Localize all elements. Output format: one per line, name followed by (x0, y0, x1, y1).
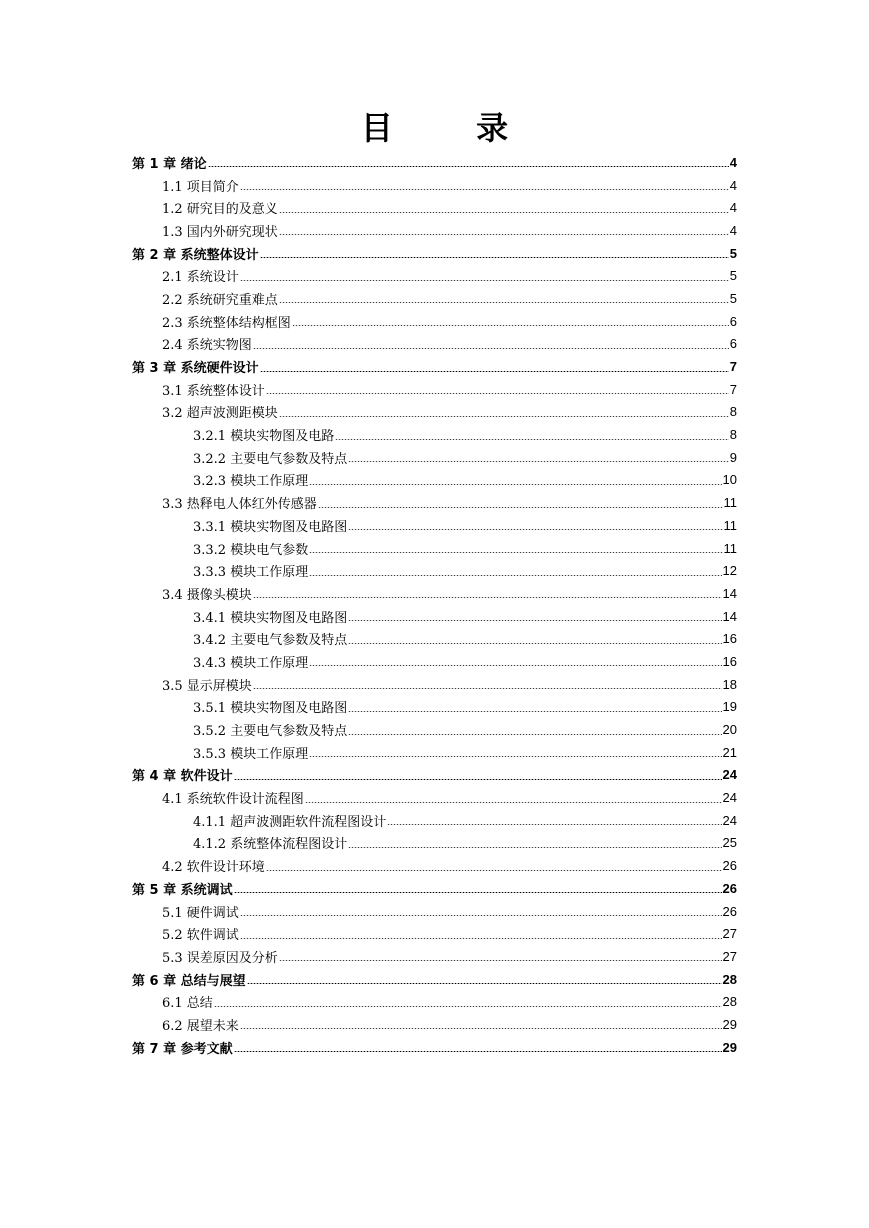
toc-entry[interactable] (132, 832, 737, 855)
toc-entry[interactable] (132, 355, 737, 378)
dot-leader (309, 665, 721, 666)
toc-entry-label: 3.1 系统整体设计 (162, 383, 265, 399)
toc-entry[interactable] (132, 741, 737, 764)
dot-leader (348, 620, 721, 621)
toc-entry-label: 2.4 系统实物图 (162, 338, 252, 354)
dot-leader (309, 484, 721, 485)
toc-entry[interactable] (132, 627, 737, 650)
toc-entry-page-number: 21 (722, 744, 737, 760)
toc-entry[interactable] (132, 559, 737, 582)
toc-entry-page-number: 7 (729, 381, 737, 397)
toc-entry-page-number: 24 (722, 812, 737, 828)
dot-leader (208, 166, 729, 167)
toc-entry[interactable] (132, 854, 737, 877)
toc-entry-page-number: 27 (722, 926, 737, 942)
toc-entry-page-number: 24 (722, 767, 737, 783)
toc-entry-page-number: 8 (729, 404, 737, 420)
dot-leader (348, 734, 721, 735)
toc-entry[interactable] (132, 900, 737, 923)
dot-leader (234, 892, 722, 893)
toc-entry-page-number: 16 (722, 653, 737, 669)
toc-entry-page-number: 5 (729, 245, 737, 261)
dot-leader (240, 1028, 722, 1029)
toc-entry[interactable] (132, 242, 737, 265)
toc-entry[interactable] (132, 446, 737, 469)
table-of-contents (132, 151, 737, 1059)
toc-entry-label: 3.4.2 主要电气参数及特点 (193, 633, 348, 649)
toc-entry[interactable] (132, 673, 737, 696)
toc-entry[interactable] (132, 968, 737, 991)
toc-entry-label: 第 1 章 绪论 (132, 156, 207, 172)
toc-entry[interactable] (132, 514, 737, 537)
toc-entry-label: 3.5 显示屏模块 (162, 678, 252, 694)
dot-leader (240, 915, 722, 916)
dot-leader (247, 983, 722, 984)
toc-entry-label: 4.1.2 系统整体流程图设计 (193, 837, 348, 853)
dot-leader (234, 779, 722, 780)
toc-entry[interactable] (132, 537, 737, 560)
dot-leader (240, 938, 722, 939)
toc-entry-label: 4.1.1 超声波测距软件流程图设计 (193, 814, 387, 830)
dot-leader (279, 960, 722, 961)
toc-entry-page-number: 4 (729, 177, 737, 193)
toc-entry-label: 3.4.1 模块实物图及电路图 (193, 610, 348, 626)
toc-entry[interactable] (132, 877, 737, 900)
dot-leader (279, 234, 729, 235)
toc-entry-page-number: 6 (729, 313, 737, 329)
toc-entry-label: 4.1 系统软件设计流程图 (162, 792, 304, 808)
dot-leader (260, 371, 729, 372)
toc-entry-label: 3.5.3 模块工作原理 (193, 746, 309, 762)
dot-leader (309, 552, 722, 553)
toc-entry-label: 1.3 国内外研究现状 (162, 224, 278, 240)
toc-entry-page-number: 5 (729, 268, 737, 284)
toc-entry-page-number: 14 (722, 585, 737, 601)
dot-leader (240, 189, 729, 190)
toc-entry-page-number: 26 (722, 880, 737, 896)
toc-entry-label: 3.4 摄像头模块 (162, 587, 252, 603)
toc-entry-label: 3.5.2 主要电气参数及特点 (193, 724, 348, 740)
toc-title: 目 录 (360, 109, 545, 147)
toc-entry-label: 1.2 研究目的及意义 (162, 202, 278, 218)
toc-entry-page-number: 11 (723, 517, 737, 533)
toc-entry-page-number: 4 (729, 222, 737, 238)
toc-entry[interactable] (132, 333, 737, 356)
toc-entry-page-number: 27 (722, 948, 737, 964)
toc-entry-label: 4.2 软件设计环境 (162, 860, 265, 876)
toc-entry-page-number: 16 (722, 631, 737, 647)
dot-leader (266, 393, 729, 394)
toc-entry-label: 第 7 章 参考文献 (132, 1041, 233, 1057)
dot-leader (348, 847, 721, 848)
toc-entry-page-number: 19 (722, 699, 737, 715)
toc-entry[interactable] (132, 696, 737, 719)
dot-leader (305, 802, 722, 803)
toc-entry-page-number: 28 (722, 994, 737, 1010)
toc-entry-page-number: 11 (723, 540, 737, 556)
toc-entry-label: 3.2 超声波测距模块 (162, 406, 278, 422)
toc-entry-page-number: 4 (729, 200, 737, 216)
toc-entry-page-number: 29 (722, 1016, 737, 1032)
toc-entry-page-number: 5 (729, 290, 737, 306)
toc-entry[interactable] (132, 582, 737, 605)
toc-entry-label: 3.3.3 模块工作原理 (193, 565, 309, 581)
toc-entry-page-number: 26 (722, 858, 737, 874)
toc-entry-label: 第 6 章 总结与展望 (132, 973, 246, 989)
toc-entry[interactable] (132, 423, 737, 446)
dot-leader (240, 280, 729, 281)
toc-entry[interactable] (132, 491, 737, 514)
dot-leader (335, 439, 729, 440)
toc-entry-label: 3.3.1 模块实物图及电路图 (193, 519, 348, 535)
dot-leader (348, 643, 721, 644)
toc-entry-label: 1.1 项目简介 (162, 179, 239, 195)
dot-leader (253, 688, 722, 689)
dot-leader (292, 325, 729, 326)
toc-entry[interactable] (132, 196, 737, 219)
toc-entry-label: 3.2.1 模块实物图及电路 (193, 429, 335, 445)
toc-entry-label: 3.3 热释电人体红外传感器 (162, 497, 317, 513)
toc-entry-label: 第 2 章 系统整体设计 (132, 247, 259, 263)
toc-entry-label: 6.1 总结 (162, 996, 213, 1012)
dot-leader (279, 416, 729, 417)
toc-entry-page-number: 14 (722, 608, 737, 624)
toc-entry[interactable] (132, 809, 737, 832)
toc-entry-page-number: 28 (722, 971, 737, 987)
toc-entry-label: 6.2 展望未来 (162, 1018, 239, 1034)
toc-entry-label: 2.3 系统整体结构框图 (162, 315, 291, 331)
dot-leader (260, 257, 729, 258)
dot-leader (309, 575, 721, 576)
toc-entry[interactable] (132, 786, 737, 809)
toc-entry-page-number: 20 (722, 722, 737, 738)
toc-entry-label: 第 3 章 系统硬件设计 (132, 361, 259, 377)
toc-entry[interactable] (132, 1036, 737, 1059)
toc-entry-label: 第 4 章 软件设计 (132, 769, 233, 785)
toc-entry-page-number: 18 (722, 676, 737, 692)
toc-entry-page-number: 9 (729, 449, 737, 465)
toc-entry-label: 3.5.1 模块实物图及电路图 (193, 701, 348, 717)
toc-entry-label: 2.2 系统研究重难点 (162, 292, 278, 308)
toc-entry[interactable] (132, 151, 737, 174)
toc-entry-label: 3.4.3 模块工作原理 (193, 655, 309, 671)
dot-leader (318, 507, 723, 508)
toc-entry-label: 第 5 章 系统调试 (132, 882, 233, 898)
dot-leader (387, 824, 721, 825)
toc-entry[interactable] (132, 469, 737, 492)
dot-leader (279, 212, 729, 213)
toc-entry-page-number: 11 (723, 495, 737, 511)
toc-entry[interactable] (132, 219, 737, 242)
toc-entry[interactable] (132, 401, 737, 424)
toc-entry[interactable] (132, 264, 737, 287)
dot-leader (234, 1051, 722, 1052)
toc-entry[interactable] (132, 310, 737, 333)
toc-entry-page-number: 8 (729, 427, 737, 443)
toc-entry-page-number: 12 (722, 563, 737, 579)
toc-entry-label: 3.2.3 模块工作原理 (193, 474, 309, 490)
toc-entry-page-number: 7 (729, 359, 737, 375)
toc-entry-label: 3.2.2 主要电气参数及特点 (193, 451, 348, 467)
toc-entry[interactable] (132, 287, 737, 310)
toc-entry-label: 5.1 硬件调试 (162, 905, 239, 921)
toc-entry-label: 2.1 系统设计 (162, 270, 239, 286)
toc-entry[interactable] (132, 378, 737, 401)
toc-entry-page-number: 24 (722, 790, 737, 806)
toc-entry[interactable] (132, 990, 737, 1013)
toc-entry[interactable] (132, 605, 737, 628)
dot-leader (214, 1006, 722, 1007)
toc-entry[interactable] (132, 650, 737, 673)
dot-leader (279, 302, 729, 303)
dot-leader (348, 711, 721, 712)
dot-leader (253, 597, 722, 598)
dot-leader (253, 348, 729, 349)
toc-entry-label: 5.3 误差原因及分析 (162, 950, 278, 966)
dot-leader (266, 870, 722, 871)
toc-entry-page-number: 6 (729, 336, 737, 352)
toc-entry-page-number: 4 (729, 154, 737, 170)
toc-entry[interactable] (132, 945, 737, 968)
toc-entry-page-number: 26 (722, 903, 737, 919)
toc-entry[interactable] (132, 174, 737, 197)
dot-leader (348, 529, 722, 530)
toc-entry[interactable] (132, 1013, 737, 1036)
toc-entry-label: 5.2 软件调试 (162, 928, 239, 944)
toc-entry-label: 3.3.2 模块电气参数 (193, 542, 309, 558)
dot-leader (309, 756, 721, 757)
dot-leader (348, 461, 729, 462)
toc-entry[interactable] (132, 764, 737, 787)
toc-entry-page-number: 25 (722, 835, 737, 851)
toc-entry-page-number: 29 (722, 1039, 737, 1055)
toc-entry-page-number: 10 (722, 472, 737, 488)
toc-entry[interactable] (132, 718, 737, 741)
toc-entry[interactable] (132, 922, 737, 945)
